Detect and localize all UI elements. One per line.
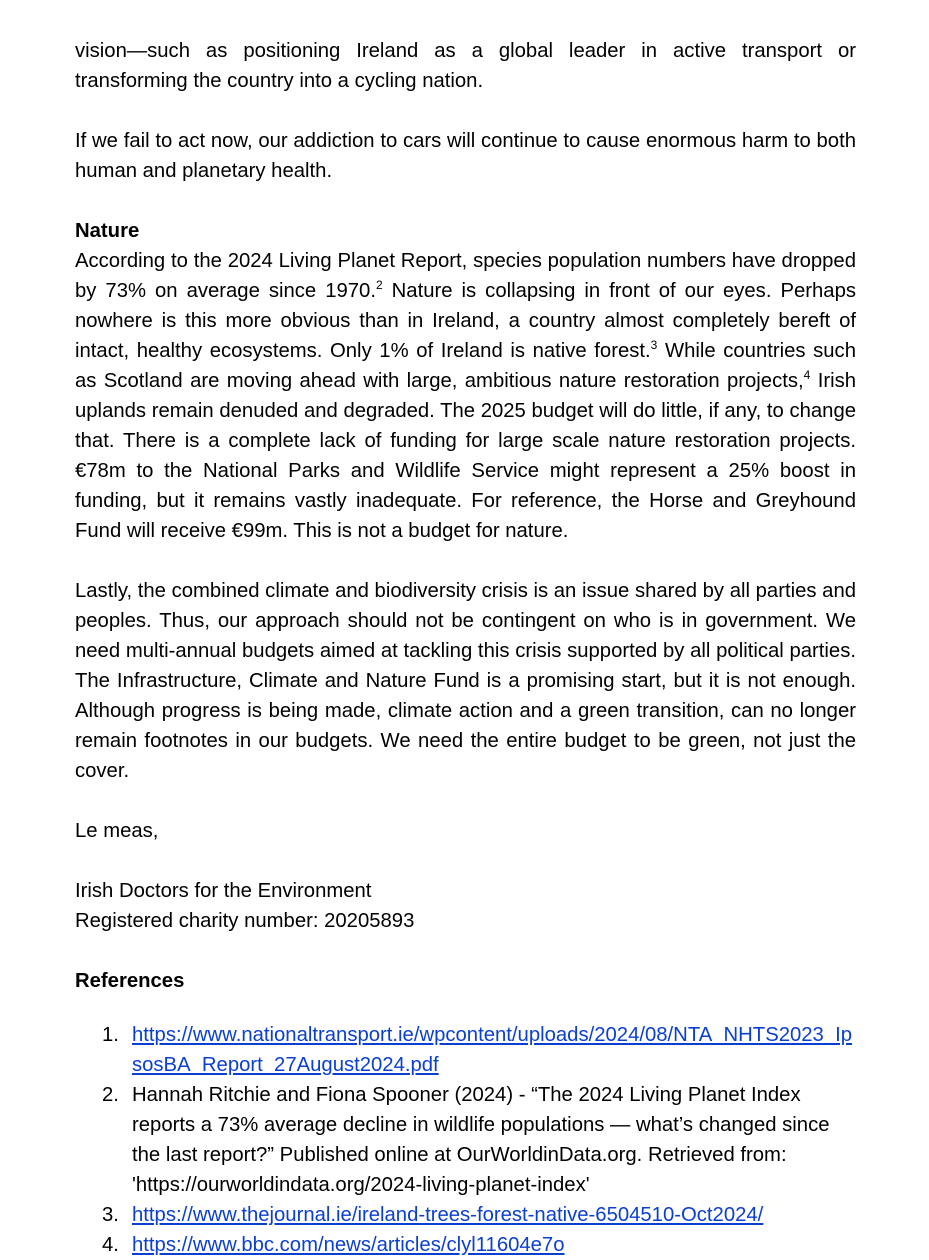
reference-number: 3. <box>102 1204 119 1226</box>
intro-paragraph-warning: If we fail to act now, our addiction to cars will continue to cause enormous harm to both human and planetary health. <box>75 130 856 182</box>
reference-link-bbc[interactable]: https://www.bbc.com/news/articles/clyl11604e7o <box>132 1234 565 1256</box>
reference-item-2 <box>75 1080 856 1200</box>
charity-number: Registered charity number: 20205893 <box>75 910 415 932</box>
reference-number: 1. <box>102 1024 119 1046</box>
reference-item-4 <box>75 1230 856 1260</box>
footnote-marker-3: 3 <box>650 338 658 352</box>
signature-organization: Irish Doctors for the Environment <box>75 880 372 902</box>
references-heading: References <box>75 970 185 992</box>
closing-paragraph: Lastly, the combined climate and biodiversity crisis is an issue shared by all parties and peoples. Thus, our approach should not be contingent on who is in government. We need multi-annual budgets aimed at tackling this crisis supported by all political parties. The Infrastructure, Climate and Nature Fund is a promising start, but it is not enough. Although progress is being made, climate action and a green transition, can no longer remain footnotes in our budgets. We need the entire budget to be green, not just the cover. <box>75 580 856 782</box>
reference-number: 4. <box>102 1234 119 1256</box>
references-list <box>75 1020 856 1260</box>
reference-item-1 <box>75 1020 856 1080</box>
footnote-marker-4: 4 <box>803 368 811 382</box>
reference-link-nta-report[interactable]: https://www.nationaltransport.ie/wpcontent/uploads/2024/08/NTA_NHTS2023_IpsosBA_Report_27August2024.pdf <box>132 1024 853 1076</box>
intro-paragraph-vision: vision—such as positioning Ireland as a global leader in active transport or transforming the country into a cycling nation. <box>75 40 856 92</box>
reference-link-thejournal[interactable]: https://www.thejournal.ie/ireland-trees-forest-native-6504510-Oct2024/ <box>132 1204 764 1226</box>
nature-sentence-3: While countries such as Scotland are moving ahead with large, ambitious nature restoration projects, <box>75 340 856 392</box>
nature-sentence-4: Irish uplands remain denuded and degraded. The 2025 budget will do little, if any, to change that. There is a complete lack of funding for large scale nature restoration projects. €78m to the National Parks and Wildlife Service might represent a 25% boost in funding, but it remains vastly inadequate. For reference, the Horse and Greyhound Fund will receive €99m. This is not a budget for nature. <box>75 370 857 542</box>
nature-heading: Nature <box>75 220 140 242</box>
reference-item-3 <box>75 1200 856 1230</box>
reference-citation-living-planet: Hannah Ritchie and Fiona Spooner (2024) - “The 2024 Living Planet Index reports a 73% average decline in wildlife populations — what’s changed since the last report?” Published online at OurWorldinData.org. Retrieved from: 'https://ourworldindata.org/2024-living-planet-index' <box>132 1084 830 1196</box>
salutation: Le meas, <box>75 820 159 842</box>
nature-sentence-1: According to the 2024 Living Planet Report, species population numbers have dropped by 73% on average since 1970. <box>75 250 856 302</box>
footnote-marker-2: 2 <box>375 278 383 292</box>
nature-sentence-2: Nature is collapsing in front of our eyes. Perhaps nowhere is this more obvious than in Ireland, a country almost completely bereft of intact, healthy ecosystems. Only 1% of Ireland is native forest. <box>75 280 856 362</box>
nature-paragraph <box>75 246 856 546</box>
reference-number: 2. <box>102 1084 119 1106</box>
